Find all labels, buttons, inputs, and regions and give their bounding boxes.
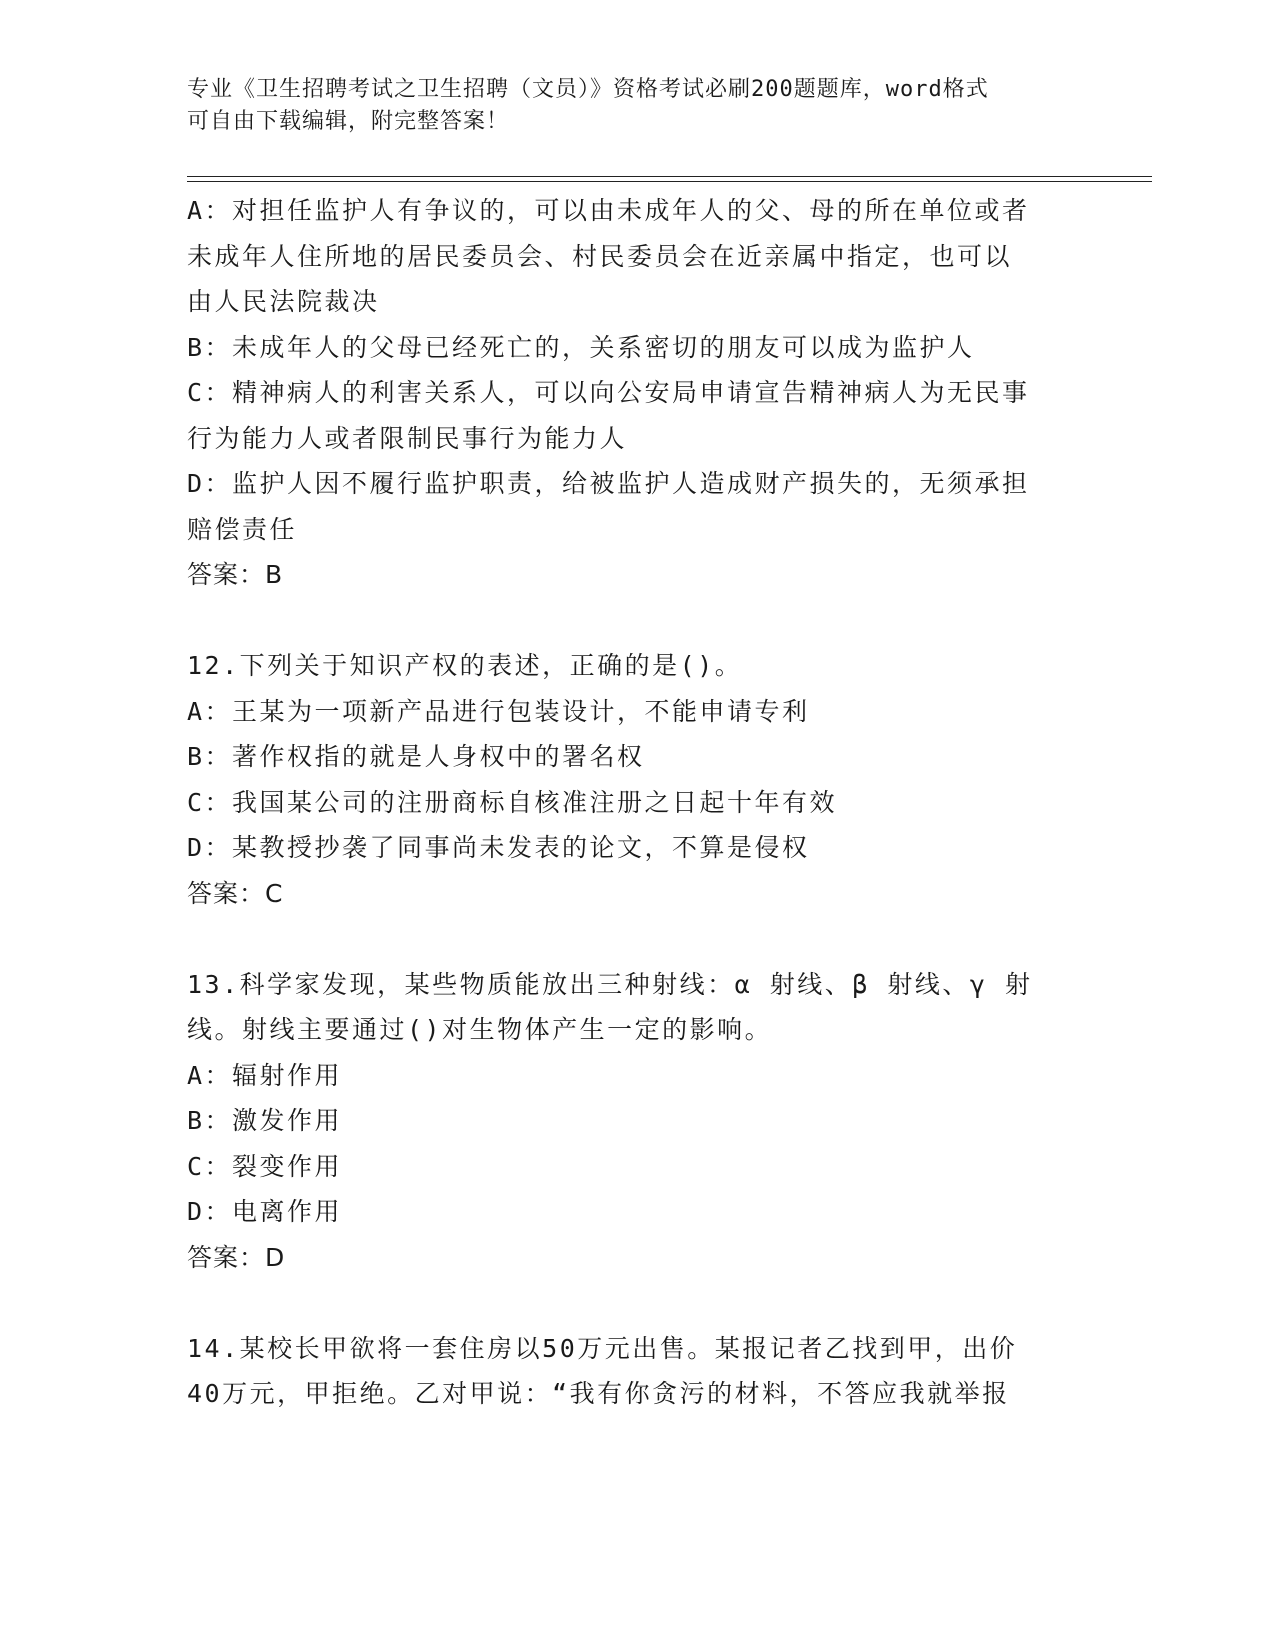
option-d: D：电离作用 bbox=[187, 1197, 343, 1226]
question-stem-line-2: 40万元，甲拒绝。乙对甲说：“我有你贪污的材料，不答应我就举报 bbox=[187, 1379, 1010, 1408]
option-a-line-1: A：对担任监护人有争议的，可以由未成年人的父、母的所在单位或者 bbox=[187, 196, 1030, 225]
option-a: A：辐射作用 bbox=[187, 1060, 343, 1090]
option-a-line-3: 由人民法院裁决 bbox=[187, 287, 380, 316]
question-stem-line-1: 14.某校长甲欲将一套住房以50万元出售。某报记者乙找到甲，出价 bbox=[187, 1333, 1018, 1363]
option-b: B：著作权指的就是人身权中的署名权 bbox=[187, 742, 645, 771]
header-divider-bottom bbox=[187, 181, 1152, 182]
question-11 bbox=[187, 188, 1087, 598]
header-line-1: 专业《卫生招聘考试之卫生招聘（文员）》资格考试必刷200题题库，word格式 bbox=[187, 77, 989, 102]
question-stem-line-2: 线。射线主要通过()对生物体产生一定的影响。 bbox=[187, 1015, 773, 1044]
question-content bbox=[187, 188, 1087, 1417]
spacer bbox=[187, 1280, 1087, 1326]
answer-line: 答案：B bbox=[187, 560, 284, 589]
question-stem-line-1: 13.科学家发现，某些物质能放出三种射线：α 射线、β 射线、γ 射 bbox=[187, 969, 1033, 999]
option-d-line-1: D：监护人因不履行监护职责，给被监护人造成财产损失的，无须承担 bbox=[187, 469, 1030, 498]
option-d: D：某教授抄袭了同事尚未发表的论文，不算是侵权 bbox=[187, 833, 810, 862]
document-header bbox=[187, 74, 1067, 138]
option-b: B：激发作用 bbox=[187, 1106, 343, 1135]
option-c-line-1: C：精神病人的利害关系人，可以向公安局申请宣告精神病人为无民事 bbox=[187, 378, 1030, 407]
question-13 bbox=[187, 962, 1087, 1281]
option-c-line-2: 行为能力人或者限制民事行为能力人 bbox=[187, 423, 628, 453]
spacer bbox=[187, 598, 1087, 644]
option-a-line-2: 未成年人住所地的居民委员会、村民委员会在近亲属中指定，也可以 bbox=[187, 241, 1013, 271]
option-c: C：裂变作用 bbox=[187, 1151, 343, 1181]
option-a: A：王某为一项新产品进行包装设计，不能申请专利 bbox=[187, 696, 810, 726]
option-c: C：我国某公司的注册商标自核准注册之日起十年有效 bbox=[187, 787, 838, 817]
answer-line: 答案：C bbox=[187, 878, 284, 908]
answer-line: 答案：D bbox=[187, 1242, 286, 1272]
question-12 bbox=[187, 643, 1087, 916]
option-b: B：未成年人的父母已经死亡的，关系密切的朋友可以成为监护人 bbox=[187, 332, 975, 362]
header-divider-top bbox=[187, 176, 1152, 177]
question-14 bbox=[187, 1326, 1087, 1417]
spacer bbox=[187, 916, 1087, 962]
option-d-line-2: 赔偿责任 bbox=[187, 514, 298, 544]
question-stem: 12.下列关于知识产权的表述，正确的是()。 bbox=[187, 651, 743, 680]
header-line-2: 可自由下载编辑，附完整答案！ bbox=[187, 109, 510, 134]
